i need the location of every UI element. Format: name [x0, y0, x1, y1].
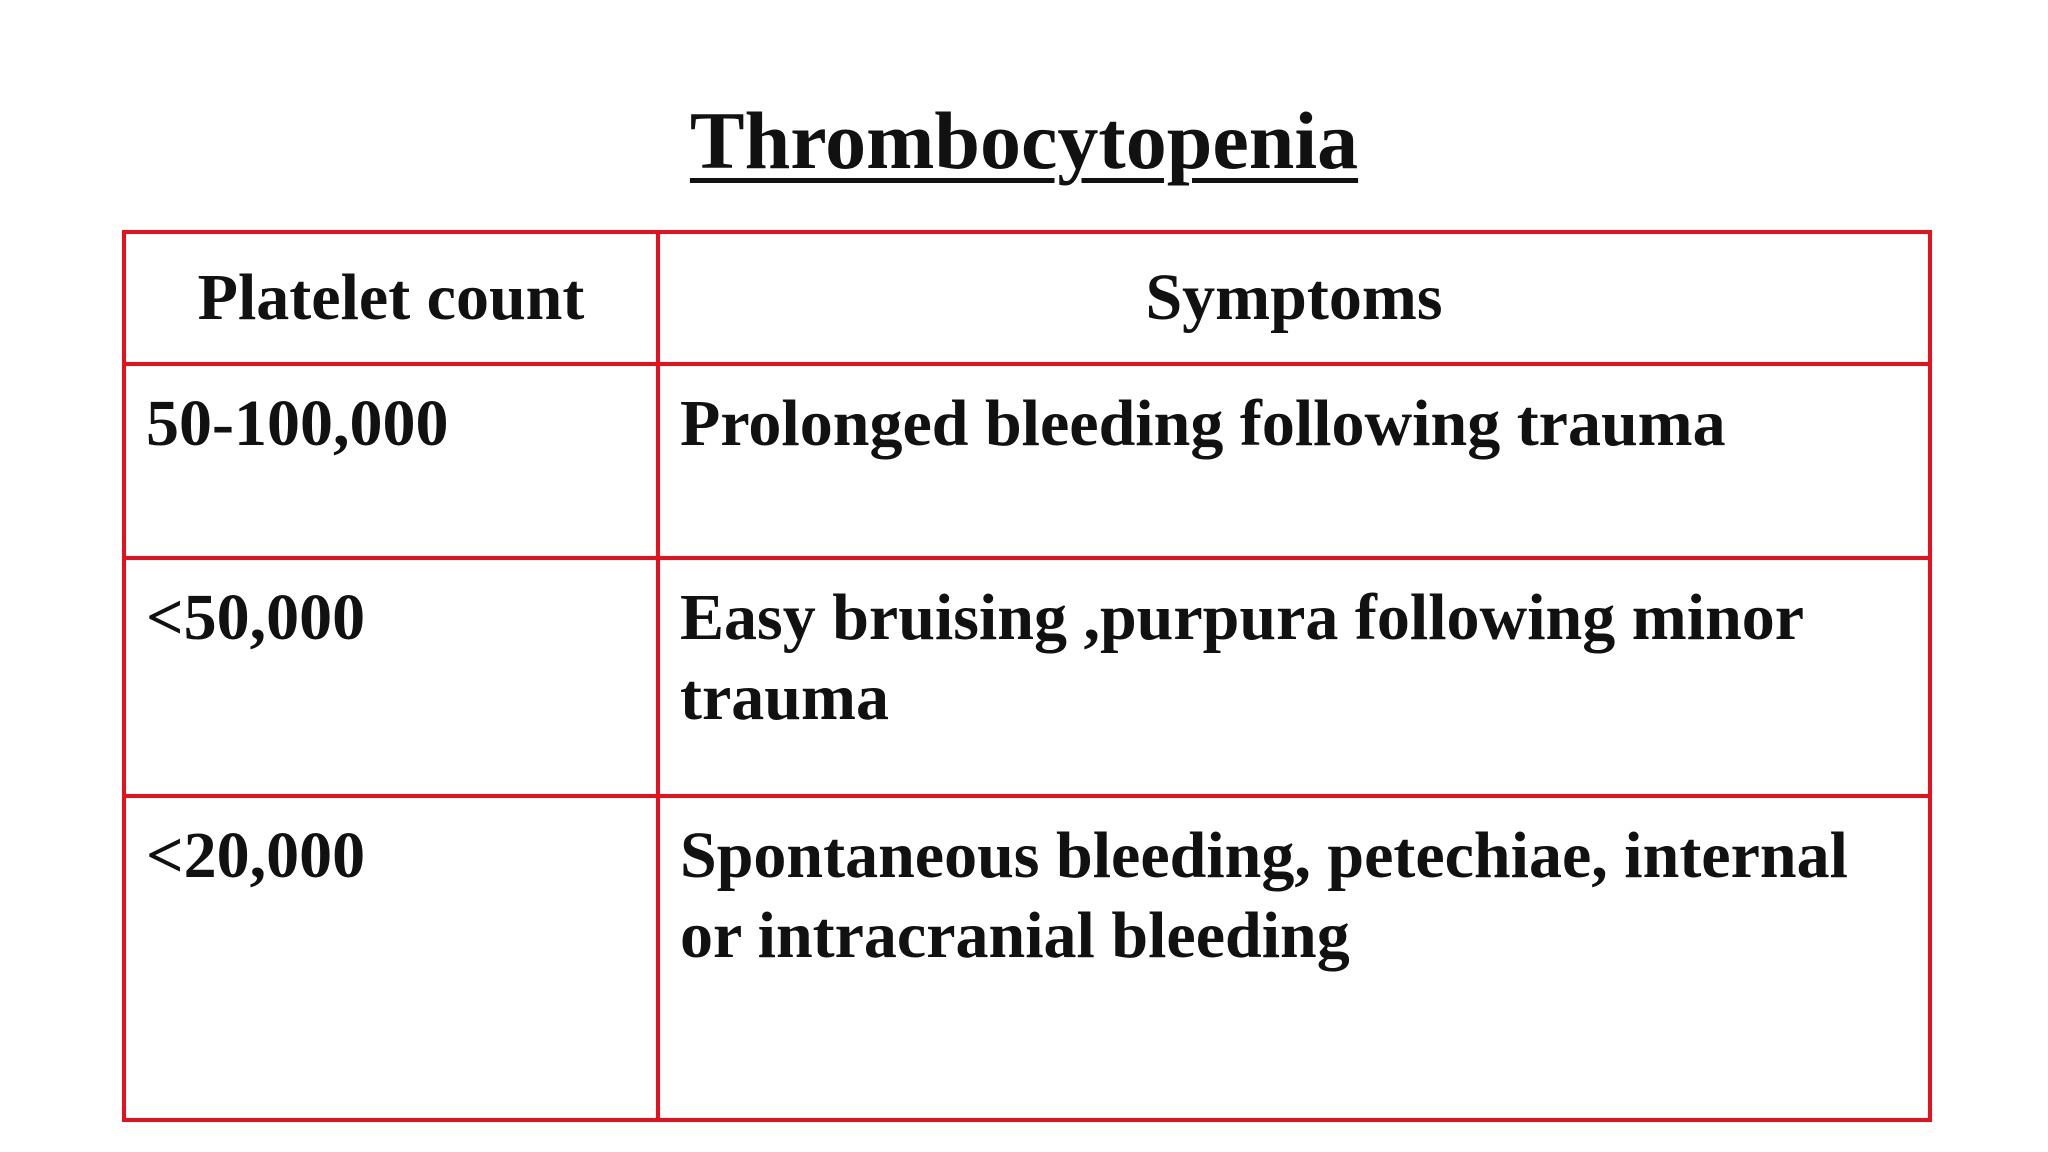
- platelet-count-cell: <50,000: [124, 558, 658, 796]
- header-symptoms: Symptoms: [658, 232, 1930, 364]
- table-row: [124, 364, 1930, 558]
- symptom-cell: Easy bruising ,purpura following minor trauma: [658, 558, 1930, 796]
- slide-title-text: Thrombocytopenia: [689, 95, 1359, 186]
- table-header-row: [124, 232, 1930, 364]
- table-row: [124, 796, 1930, 1120]
- platelet-symptom-table: [122, 230, 1932, 1122]
- platelet-count-cell: <20,000: [124, 796, 658, 1120]
- table-row: [124, 558, 1930, 796]
- symptom-cell: Prolonged bleeding following trauma: [658, 364, 1930, 558]
- header-platelet-count: Platelet count: [124, 232, 658, 364]
- symptom-cell: Spontaneous bleeding, petechiae, internal or intracranial bleeding: [658, 796, 1930, 1120]
- slide-title: [0, 95, 2048, 186]
- platelet-count-cell: 50-100,000: [124, 364, 658, 558]
